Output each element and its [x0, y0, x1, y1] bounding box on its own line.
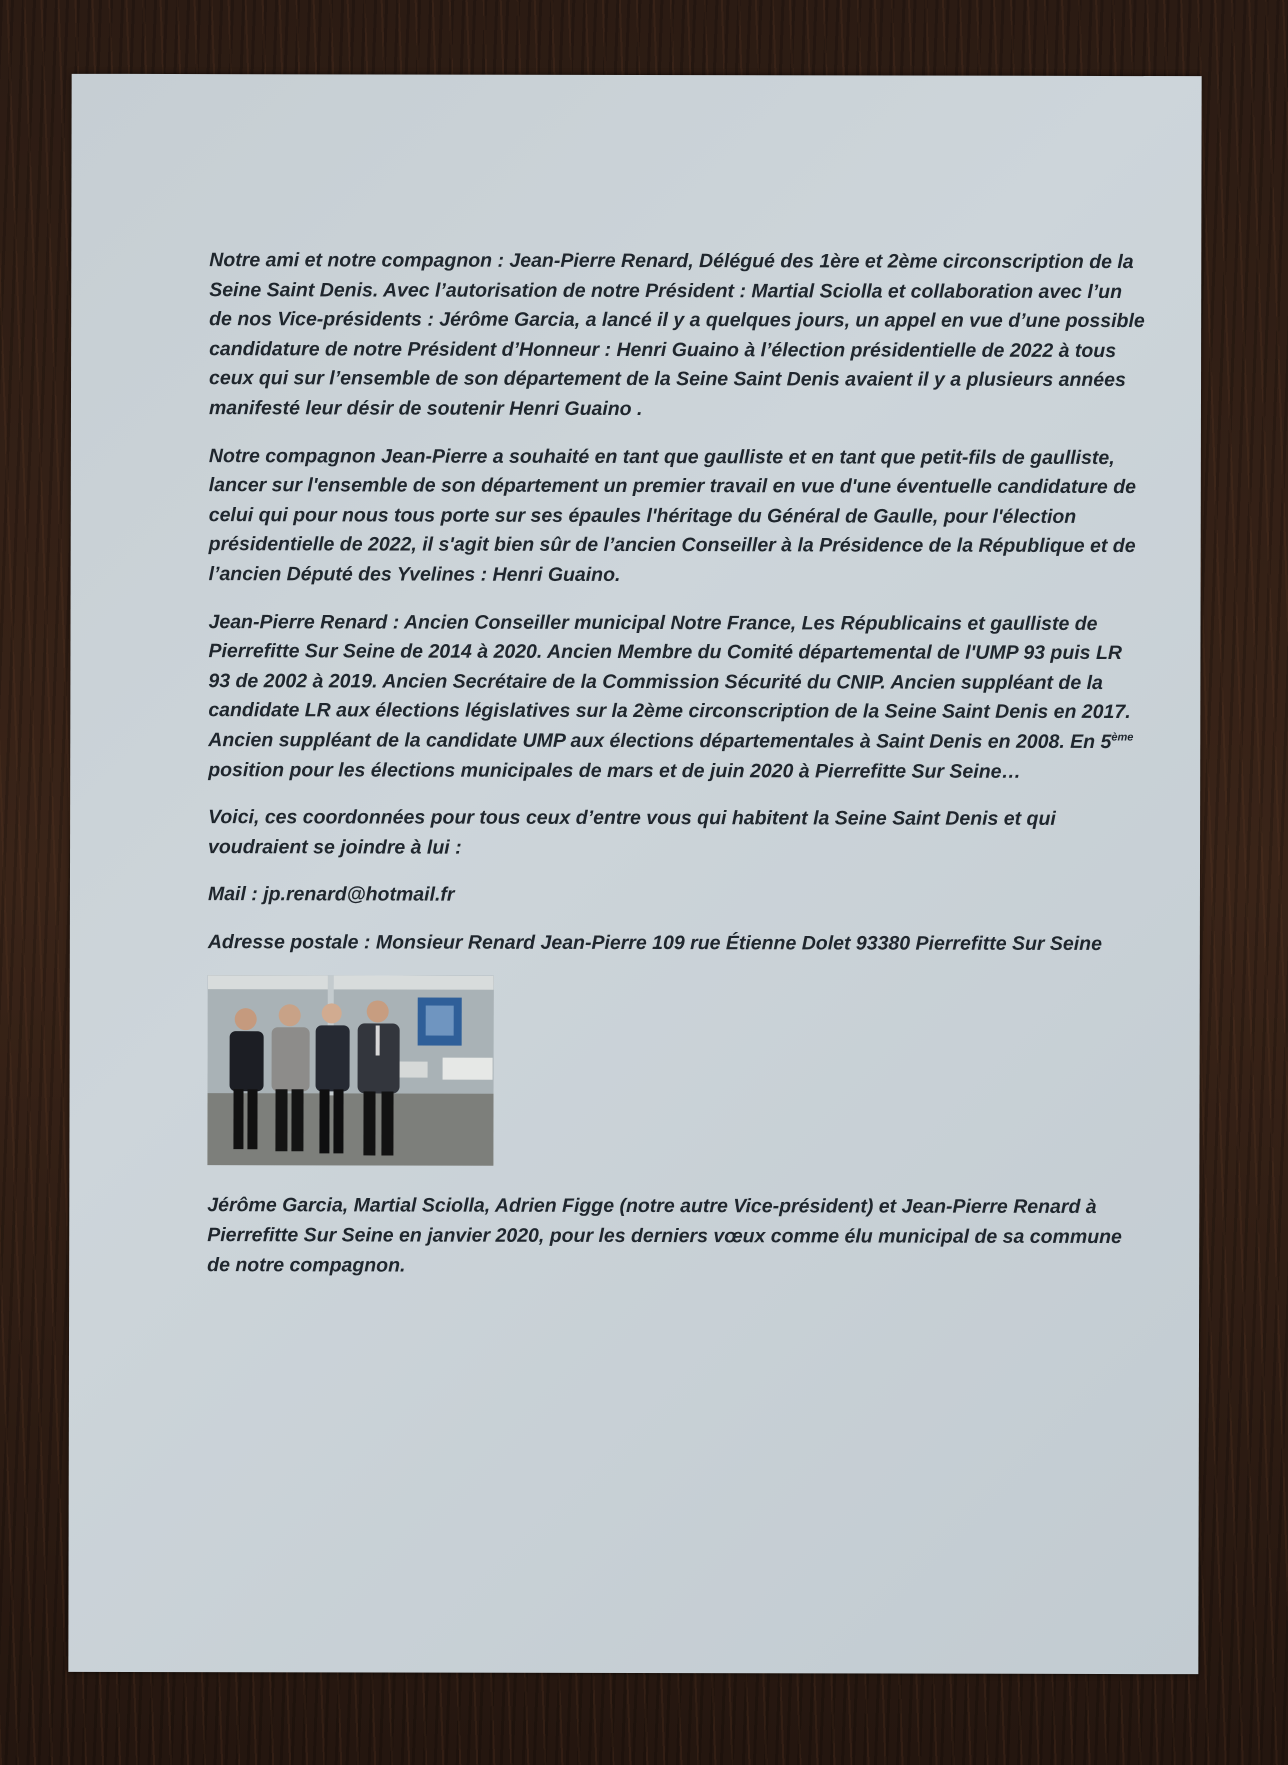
paper-sheet — [68, 74, 1201, 1674]
bio-text-end: position pour les élections municipales de mars et de juin 2020 à Pierrefitte Sur Seine… — [208, 758, 1022, 783]
paragraph-bio — [208, 608, 1148, 788]
bio-text: Jean-Pierre Renard : Ancien Conseiller municipal Notre France, Les Républicains et gaulliste de Pierrefitte Sur Seine de 2014 à 2020. Ancien Membre du Comité départemental de l'UMP 93 puis LR 93 de 2002 à 2019. Ancien Secrétaire de la Commission Sécurité du CNIP. Ancien suppléant de la candidate LR aux élections législatives sur la 2ème circonscription de la Seine Saint Denis en 2017. Ancien suppléant de la candidate UMP aux élections départementales à Saint Denis en 2008. En 5 — [208, 610, 1131, 753]
paragraph-intro: Notre ami et notre compagnon : Jean-Pierre Renard, Délégué des 1ère et 2ème circonscription de la Seine Saint Denis. Avec l’autorisation de notre Président : Martial Sciolla et collaboration avec l’un de nos Vice-présidents : Jérôme Garcia, a lancé il y a quelques jours, un appel en vue d’une possible candidature de notre Président d’Honneur : Henri Guaino à l’élection présidentielle de 2022 à tous ceux qui sur l’ensemble de son département de la Seine Saint Denis avaient il y a plusieurs années manifesté leur désir de soutenir Henri Guaino . — [208, 249, 1145, 420]
document-body — [207, 246, 1149, 1300]
mail-line: Mail : jp.renard@hotmail.fr — [207, 883, 455, 906]
photo-caption: Jérôme Garcia, Martial Sciolla, Adrien Figge (notre autre Vice-président) et Jean-Pierre Renard à Pierrefitte Sur Seine en janvier 2020, pour les derniers vœux comme élu municipal de sa commune de notre compagnon. — [207, 1194, 1122, 1277]
paragraph-gaulliste: Notre compagnon Jean-Pierre a souhaité en tant que gaulliste et en tant que petit-fils de gaulliste, lancer sur l'ensemble de son département un premier travail en vue d'une éventuelle candidature de celui qui pour nous tous porte sur ses épaules l'héritage du Général de Gaulle, pour l'élection présidentielle de 2022, il s'agit bien sûr de l’ancien Conseiller à la Présidence de la République et de l’ancien Député des Yvelines : Henri Guaino. — [208, 444, 1136, 586]
group-photo — [207, 976, 493, 1167]
ordinal-superscript: ème — [1111, 731, 1134, 744]
address-line: Adresse postale : Monsieur Renard Jean-Pierre 109 rue Étienne Dolet 93380 Pierrefitte Sur Seine — [207, 930, 1102, 955]
paragraph-contact-intro: Voici, ces coordonnées pour tous ceux d’entre vous qui habitent la Seine Saint Denis et qui voudraient se joindre à lui : — [208, 806, 1056, 859]
